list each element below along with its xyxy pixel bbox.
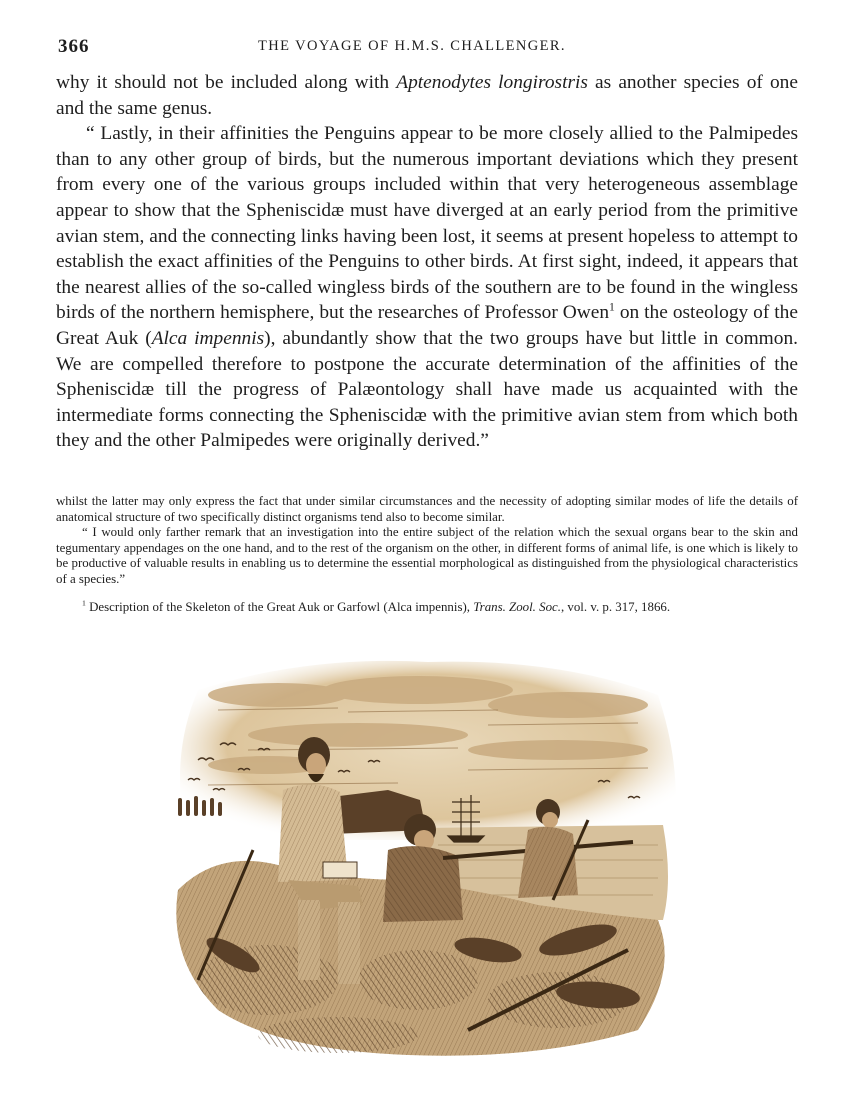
engraving-illustration (158, 650, 688, 1062)
footnote: $^1$ Description of the Skeleton of the Great Auk or Garfowl (Alca impennis), Trans. Zool. Soc., vol. v. p. 317, 1866. (82, 598, 671, 614)
page-header (58, 36, 798, 58)
species-name: Alca impennis (151, 327, 265, 349)
paragraph: “ I would only farther remark that an investigation into the entire subject of the relation which the sexual organs bear to the skin and tegumentary appendages on the one hand, and to the rest of the organism on the other, in different forms of animal life, is one which is likely to be productive of valuable results in enabling us to determine the essential morphological as distinguished from the physiological characteristics of a species.” (56, 525, 798, 586)
journal-name: Trans. Zool. Soc. (473, 600, 561, 614)
quoted-note (56, 494, 798, 588)
paragraph: “ Lastly, in their affinities the Penguins appear to be more closely allied to the Palmipedes than to any other group of birds, but the numerous important deviations which they present from every one of the various groups included within that very heterogeneous assemblage appear to show that the Spheniscidæ must have diverged at an early period from the primitive avian stem, and the connecting links having been lost, it seems at present hopeless to attempt to establish the exact affinities of the Penguins to other birds. At first sight, indeed, it appears that the nearest allies of the so-called wingless birds of the southern are to be found in the wingless birds of the northern hemisphere, but the researches of Professor Owen$^1$ on the osteology of the Great Auk (Alca impennis), abundantly show that the two groups have but little in common. We are compelled therefore to postpone the accurate determination of the affinities of the Spheniscidæ till the progress of Palæontology shall have made us acquainted with the intermediate forms connecting the Spheniscidæ with the primitive avian stem from which both they and the other Palmipedes were originally derived.” (56, 123, 798, 452)
footnote-marker: 1 (609, 300, 615, 314)
running-head: THE VOYAGE OF H.M.S. CHALLENGER. (258, 38, 566, 54)
main-text (56, 70, 798, 454)
footnote-mark: 1 (82, 598, 86, 608)
paragraph: why it should not be included along with Aptenodytes longirostris as another species of one and the same genus. (56, 72, 798, 119)
species-name: Aptenodytes longirostris (396, 72, 588, 93)
page-number: 366 (58, 36, 90, 57)
paragraph: whilst the latter may only express the fact that under similar circumstances and the necessity of adopting similar modes of life the details of anatomical structure of two specifically distinct organisms tend also to become similar. (56, 494, 798, 524)
